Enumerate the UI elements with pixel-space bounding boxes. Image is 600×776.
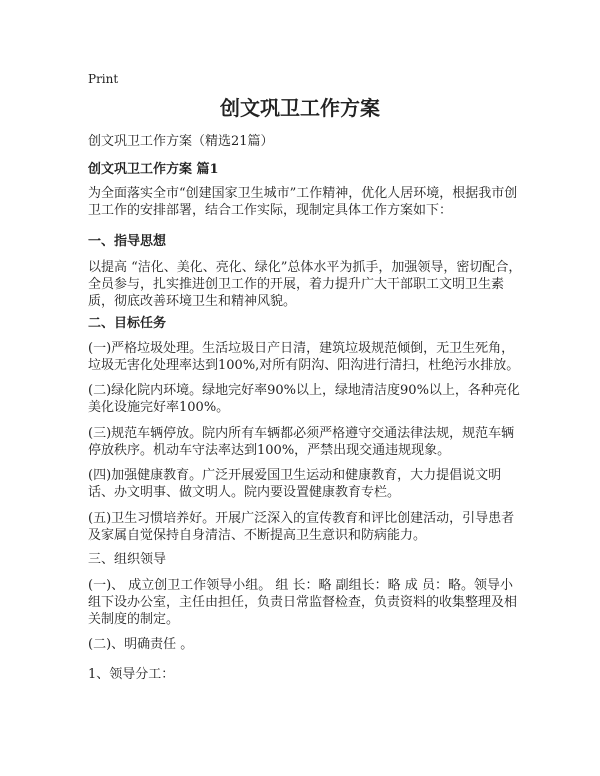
intro-paragraph: 为全面落实全市“创建国家卫生城市”工作精神，优化人居环境，根据我市创卫工作的安排部署，结合工作实际，现制定具体工作方案如下： xyxy=(88,186,518,218)
heading-goals: 二、目标任务 xyxy=(88,316,167,331)
org-item: (一)、 成立创卫工作领导小组。 组 长：略 副组长：略 成 员：略。领导小组下设办公室，主任由担任，负责日常监督检查，负责资料的收集整理及相关制度的制定。 xyxy=(88,578,518,627)
heading-organization: 三、组织领导 xyxy=(88,552,167,567)
org-item: (二)、明确责任 。 xyxy=(88,637,194,652)
org-item: 1、领导分工： xyxy=(88,667,175,682)
section-title: 创文巩卫工作方案 篇1 xyxy=(88,162,219,177)
task-item: (五)卫生习惯培养好。开展广泛深入的宣传教育和评比创建活动，引导患者及家属自觉保持自身清洁、不断提高卫生意识和防病能力。 xyxy=(88,511,515,543)
task-item: (三)规范车辆停放。院内所有车辆都必须严格遵守交通法律法规，规范车辆停放秩序。机动车守法率达到100%，严禁出现交通违规现象。 xyxy=(88,426,515,458)
task-item: (一)严格垃圾处理。生活垃圾日产日清，建筑垃圾规范倾倒，无卫生死角，垃圾无害化处理率达到100%,对所有阴沟、阳沟进行清扫，杜绝污水排放。 xyxy=(88,341,520,373)
subtitle: 创文巩卫工作方案（精选21篇） xyxy=(88,134,274,149)
heading-guiding-ideology: 一、指导思想 xyxy=(88,234,167,249)
task-item: (二)绿化院内环境。绿地完好率90%以上，绿地清洁度90%以上，各种亮化美化设施完好率100%。 xyxy=(88,383,520,415)
task-item: (四)加强健康教育。广泛开展爱国卫生运动和健康教育，大力提倡说文明话、办文明事、做文明人。院内要设置健康教育专栏。 xyxy=(88,468,502,500)
page-title: 创文巩卫工作方案 xyxy=(220,96,380,120)
guiding-paragraph: 以提高 “洁化、美化、亮化、绿化”总体水平为抓手，加强领导，密切配合，全员参与，扎实推进创卫工作的开展，着力提升广大干部职工文明卫生素质，彻底改善环境卫生和精神风貌。 xyxy=(88,260,522,309)
print-link[interactable]: Print xyxy=(88,72,119,86)
